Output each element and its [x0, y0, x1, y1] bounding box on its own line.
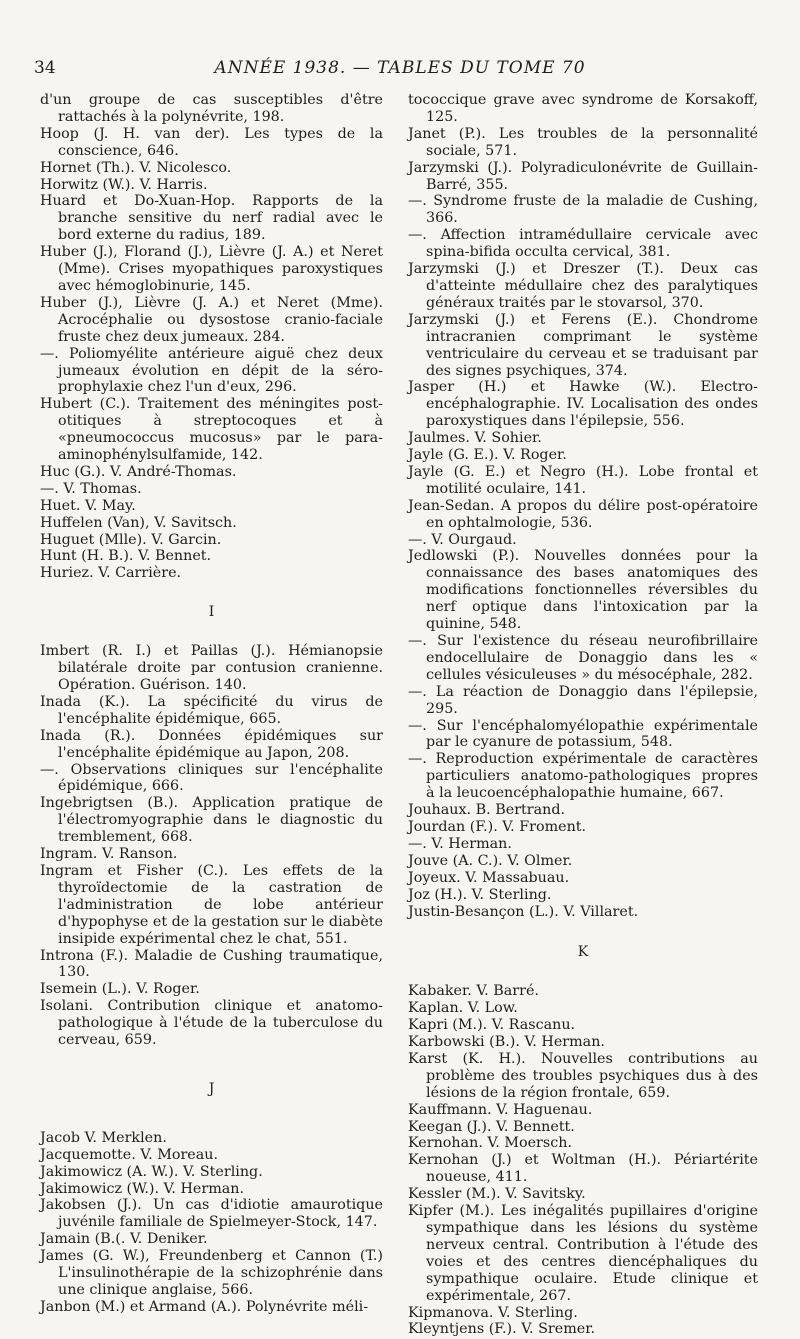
index-entry: —. Syndrome fruste de la maladie de Cushing, 366. — [408, 193, 758, 227]
index-entry: Huffelen (Van), V. Savitsch. — [40, 514, 237, 531]
index-entry: Jamain (B.(. V. Deniker. — [40, 1231, 208, 1248]
index-entry: Keegan (J.). V. Bennett. — [408, 1118, 575, 1135]
index-entry: Jacob V. Merklen. — [40, 1129, 167, 1146]
index-entry: Kipmanova. V. Sterling. — [408, 1304, 578, 1321]
index-entry: Kauffmann. V. Haguenau. — [408, 1101, 593, 1118]
index-entry: —. La réaction de Donaggio dans l'épilepsie, 295. — [408, 683, 758, 717]
index-entry: Kapri (M.). V. Rascanu. — [408, 1017, 576, 1034]
index-entry: Janbon (M.) et Armand (A.). Polynévrite méli- — [40, 1298, 369, 1315]
section-heading-j: J — [208, 1080, 215, 1097]
index-entry: Kessler (M.). V. Savitsky. — [408, 1186, 586, 1203]
index-entry: Jarzymski (J.) et Dreszer (T.). Deux cas d'atteinte médullaire chez des paralytiques généraux traités par le stovarsol, 370. — [408, 261, 758, 311]
index-entry: Hoop (J. H. van der). Les types de la conscience, 646. — [40, 125, 383, 159]
entries-group-i — [40, 643, 383, 1049]
index-entry: Jasper (H.) et Hawke (W.). Electro-encéphalographie. IV. Localisation des ondes paroxystiques dans l'épilepsie, 556. — [408, 379, 758, 430]
index-entry: Huber (J.), Lièvre (J. A.) et Neret (Mme). Acrocéphalie ou dysostose cranio-faciale fruste chez deux jumeaux. 284. — [40, 294, 383, 345]
entries-group-j-continued — [408, 92, 758, 920]
index-entry: Justin-Besançon (L.). V. Villaret. — [408, 903, 639, 920]
index-entry: Kaplan. V. Low. — [408, 1000, 518, 1017]
page-number: 34 — [34, 58, 56, 78]
index-entry: Kabaker. V. Barré. — [408, 983, 539, 1000]
index-entry: Inada (R.). Données épidémiques sur l'encéphalite épidémique au Japon, 208. — [40, 727, 383, 761]
index-entry: Ingram. V. Ranson. — [40, 846, 178, 863]
index-entry: Kernohan. V. Moersch. — [408, 1135, 572, 1152]
index-entry: —. Poliomyélite antérieure aiguë chez deux jumeaux évolution en dépit de la séro-prophylaxie chez l'un d'eux, 296. — [40, 345, 383, 396]
index-entry: Jakimowicz (A. W.). V. Sterling. — [40, 1163, 263, 1180]
index-entry: Kleyntjens (F.). V. Sremer. — [408, 1321, 596, 1338]
section-heading-k: K — [577, 944, 589, 961]
left-column — [40, 92, 383, 1316]
index-entry: —. Affection intramédullaire cervicale avec spina-bifida occulta cervical, 381. — [408, 227, 758, 261]
index-entry: Huc (G.). V. André-Thomas. — [40, 463, 237, 480]
index-entry: Jean-Sedan. A propos du délire post-opératoire en ophtalmologie, 536. — [408, 497, 758, 531]
index-entry: Jarzymski (J.). Polyradiculonévrite de Guillain-Barré, 355. — [408, 159, 758, 193]
index-entry: Huet. V. May. — [40, 497, 136, 514]
index-entry: Huguet (Mlle). V. Garcin. — [40, 531, 222, 548]
index-entry: Imbert (R. I.) et Paillas (J.). Hémianopsie bilatérale droite par contusion cranienne. Opération. Guérison. 140. — [40, 643, 383, 693]
index-entry: Ingram et Fisher (C.). Les effets de la thyroïdectomie de la castration de l'administration de lobe antérieur d'hypophyse et de la gestation sur le diabète insipide expérimental chez le chat, 551. — [40, 862, 383, 947]
index-entry: Huriez. V. Carrière. — [40, 565, 182, 582]
index-entry: Huard et Do-Xuan-Hop. Rapports de la branche sensitive du nerf radial avec le bord externe du radius, 189. — [40, 193, 383, 244]
index-entry: tococcique grave avec syndrome de Korsakoff, 125. — [408, 92, 758, 125]
running-title: ANNÉE 1938. — TABLES DU TOME 70 — [214, 58, 586, 78]
index-entry: Jakimowicz (W.). V. Herman. — [40, 1180, 245, 1197]
index-entry: Jouhaux. B. Bertrand. — [408, 802, 566, 819]
entries-group-j — [40, 1130, 383, 1316]
index-entry: Kipfer (M.). Les inégalités pupillaires d'origine sympathique dans les lésions du système nerveux central. Contribution à l'étude des voies et des centres diencéphaliques du sympathique oculaire. Etude clinique et expérimentale, 267. — [408, 1203, 758, 1304]
running-header — [34, 58, 766, 82]
index-entry: —. Observations cliniques sur l'encéphalite épidémique, 666. — [40, 761, 383, 795]
index-entry: Hubert (C.). Traitement des méningites post-otitiques à streptocoques et à «pneumococcus mucosus» par le para-aminophénylsulfamide, 142. — [40, 396, 383, 464]
index-entry: —. V. Ourgaud. — [408, 531, 517, 548]
right-column — [408, 92, 758, 1338]
index-entry: d'un groupe de cas susceptibles d'être rattachés à la polynévrite, 198. — [40, 92, 383, 125]
section-heading-i: I — [208, 604, 215, 621]
index-entry: Jouve (A. C.). V. Olmer. — [408, 852, 573, 869]
index-entry: —. Sur l'existence du réseau neurofibrillaire endocellulaire de Donaggio dans les « cellules vésiculeuses » du mésocéphale, 282. — [408, 633, 758, 683]
index-entry: Huber (J.), Florand (J.), Lièvre (J. A.) et Neret (Mme). Crises myopathiques paroxystiques avec hémoglobinurie, 145. — [40, 244, 383, 294]
index-entry: Jacquemotte. V. Moreau. — [40, 1146, 219, 1163]
index-entry: Joz (H.). V. Sterling. — [408, 886, 552, 903]
index-entry: Janet (P.). Les troubles de la personnalité sociale, 571. — [408, 125, 758, 159]
index-entry: Jedlowski (P.). Nouvelles données pour la connaissance des bases anatomiques des modifications fonctionnelles réversibles du nerf optique dans l'intoxication par la quinine, 548. — [408, 548, 758, 633]
index-entry: Introna (F.). Maladie de Cushing traumatique, 130. — [40, 947, 383, 981]
index-entry: Inada (K.). La spécificité du virus de l'encéphalite épidémique, 665. — [40, 693, 383, 727]
index-entry: Karst (K. H.). Nouvelles contributions au problème des troubles psychiques dus à des lésions de la région frontale, 659. — [408, 1050, 758, 1101]
index-entry: —. Sur l'encéphalomyélopathie expérimentale par le cyanure de potassium, 548. — [408, 717, 758, 751]
index-entry: —. V. Thomas. — [40, 480, 142, 497]
index-entry: Jayle (G. E.) et Negro (H.). Lobe frontal et motilité oculaire, 141. — [408, 463, 758, 497]
index-entry: Horwitz (W.). V. Harris. — [40, 176, 208, 193]
index-entry: Joyeux. V. Massabuau. — [408, 869, 570, 886]
entries-group-h — [40, 92, 383, 582]
index-entry: Ingebrigtsen (B.). Application pratique de l'électromyographie dans le diagnostic du tremblement, 668. — [40, 795, 383, 846]
entries-group-k — [408, 983, 758, 1338]
index-entry: Jarzymski (J.) et Ferens (E.). Chondrome intracranien comprimant le système ventriculaire du cerveau et se traduisant par des signes psychiques, 374. — [408, 311, 758, 379]
index-entry: —. Reproduction expérimentale de caractères particuliers anatomo-pathologiques propres à la leucoencéphalopathie humaine, 667. — [408, 751, 758, 802]
index-entry: Hornet (Th.). V. Nicolesco. — [40, 159, 232, 176]
index-entry: Isemein (L.). V. Roger. — [40, 981, 200, 998]
index-entry: Isolani. Contribution clinique et anatomo-pathologique à l'étude de la tuberculose du cerveau, 659. — [40, 998, 383, 1049]
index-entry: Jayle (G. E.). V. Roger. — [408, 447, 567, 464]
index-entry: James (G. W.), Freundenberg et Cannon (T.) L'insulinothérapie de la schizophrénie dans une clinique anglaise, 566. — [40, 1248, 383, 1298]
index-entry: Jaulmes. V. Sohier. — [408, 430, 542, 447]
index-entry: Jourdan (F.). V. Froment. — [408, 818, 587, 835]
index-entry: Karbowski (B.). V. Herman. — [408, 1034, 605, 1051]
index-entry: Kernohan (J.) et Woltman (H.). Périartérite noueuse, 411. — [408, 1152, 758, 1186]
index-entry: Jakobsen (J.). Un cas d'idiotie amaurotique juvénile familiale de Spielmeyer-Stock, 147. — [40, 1197, 383, 1231]
index-entry: —. V. Herman. — [408, 835, 512, 852]
index-entry: Hunt (H. B.). V. Bennet. — [40, 548, 212, 565]
